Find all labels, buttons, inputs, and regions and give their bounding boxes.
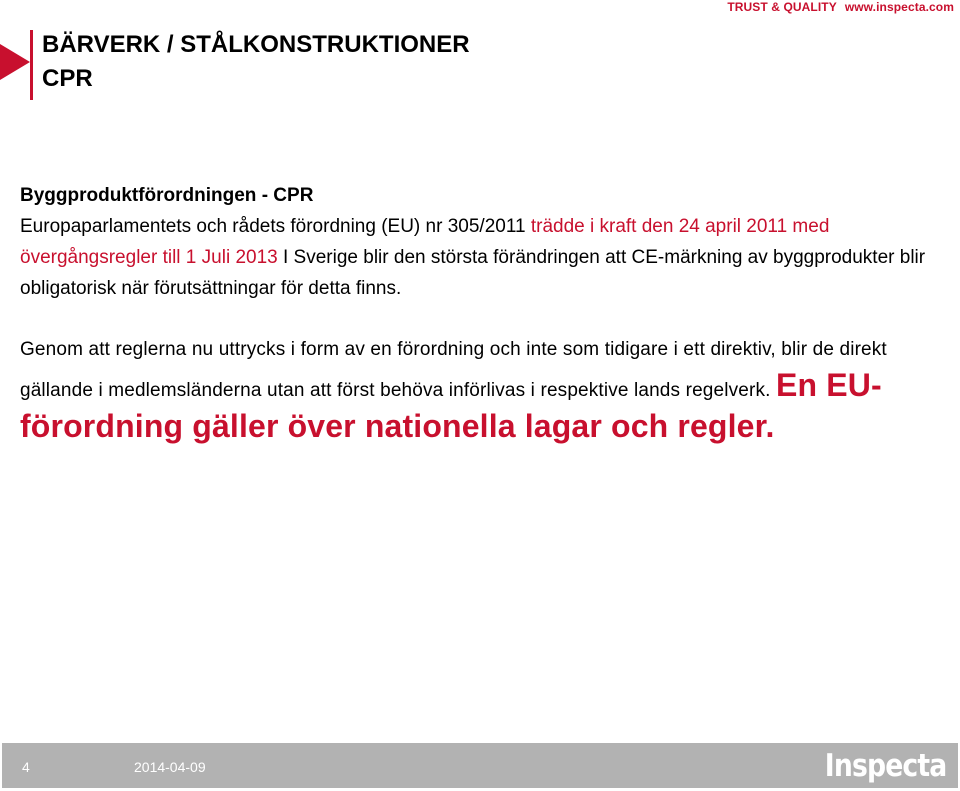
paragraph-2-text: Genom att reglerna nu uttrycks i form av en förordning och inte som tidigare i ett direktiv, blir de direkt gällande i medlemsländerna utan att först behöva införlivas i respektive lands regelverk.	[20, 339, 887, 401]
title-line-1: BÄRVERK / STÅLKONSTRUKTIONER	[42, 31, 470, 58]
website-link[interactable]: www.inspecta.com	[844, 0, 954, 14]
paragraph-1-end: I Sverige blir den största förändringen att CE-märkning av byggprodukter blir obligatorisk när förutsättningar för detta finns.	[20, 247, 926, 299]
inspecta-logo: Inspecta	[824, 748, 946, 784]
main-content	[20, 180, 940, 447]
paragraph-2	[20, 334, 940, 447]
arrow-icon	[0, 44, 30, 80]
title-accent-bar	[30, 30, 33, 100]
footer-date: 2014-04-09	[134, 759, 206, 775]
tagline-text: TRUST & QUALITY	[727, 0, 837, 14]
page-number: 4	[22, 759, 30, 775]
paragraph-2-emphasis: En EU-förordning gäller över nationella lagar och regler.	[20, 367, 882, 444]
title-line-2: CPR	[42, 65, 93, 92]
section-heading: Byggproduktförordningen - CPR	[20, 185, 314, 206]
paragraph-1	[20, 211, 940, 304]
paragraph-1-highlight: trädde i kraft den 24 april 2011 med övergångsregler till 1 Juli 2013	[20, 216, 830, 268]
footer-bar	[2, 743, 958, 788]
page-title	[42, 28, 470, 96]
header-tagline	[727, 0, 954, 14]
paragraph-1-start: Europaparlamentets och rådets förordning (EU) nr 305/2011	[20, 216, 531, 237]
